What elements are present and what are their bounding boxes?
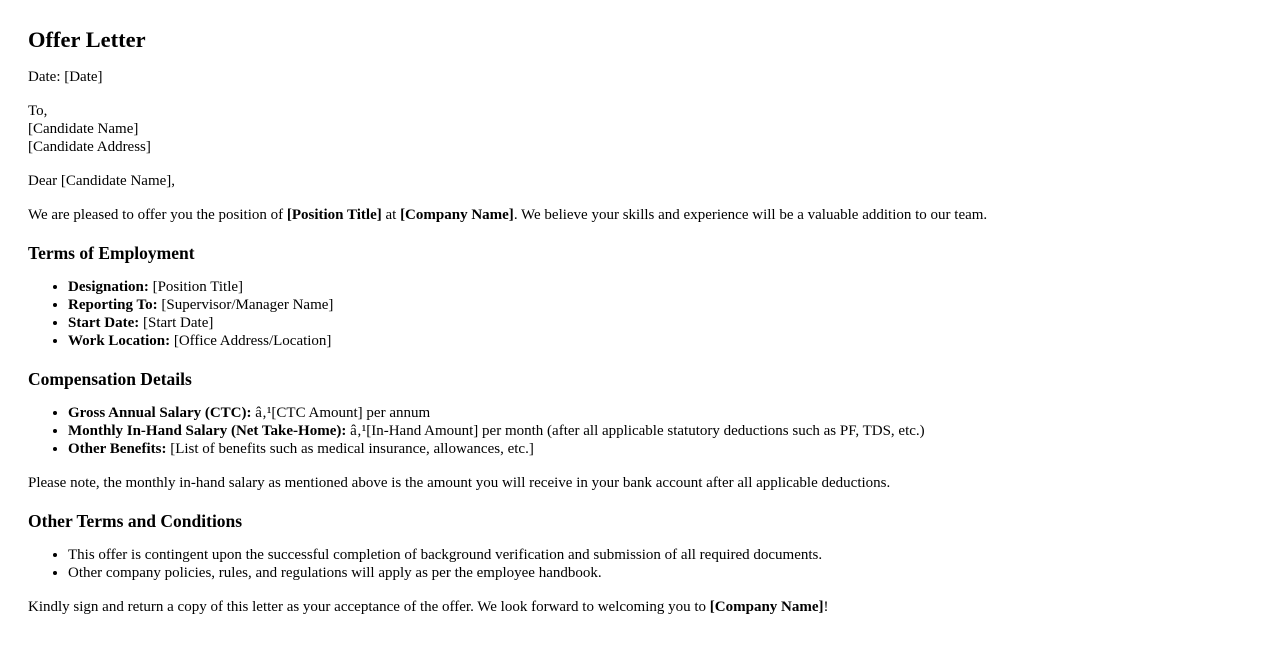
compensation-item-value: â‚¹[CTC Amount] per annum (251, 405, 431, 421)
compensation-list (28, 404, 1250, 458)
terms-item-value: [Position Title] (148, 279, 244, 295)
page-title: Offer Letter (28, 27, 146, 52)
recipient-to-label: To, (28, 103, 48, 119)
terms-list (28, 278, 1250, 350)
closing-paragraph (28, 598, 1250, 616)
closing-company: [Company Name] (709, 599, 824, 615)
compensation-item-ctc (68, 404, 1250, 422)
compensation-item-value: â‚¹[In-Hand Amount] per month (after all applicable statutory deductions such as PF, TDS, etc.) (346, 423, 925, 439)
intro-prefix: We are pleased to offer you the position of (28, 207, 287, 223)
terms-item-value: [Office Address/Location] (170, 333, 332, 349)
compensation-note: Please note, the monthly in-hand salary as mentioned above is the amount you will receive in your bank account after all applicable deductions. (28, 475, 891, 491)
intro-suffix: . We believe your skills and experience will be a valuable addition to our team. (513, 207, 988, 223)
recipient-address: [Candidate Address] (28, 139, 151, 155)
recipient-name: [Candidate Name] (28, 121, 139, 137)
compensation-item-benefits (68, 440, 1250, 458)
closing-prefix: Kindly sign and return a copy of this letter as your acceptance of the offer. We look forward to welcoming you to (28, 599, 710, 615)
compensation-item-label: Monthly In-Hand Salary (Net Take-Home): (68, 423, 347, 439)
intro-middle: at (381, 207, 401, 223)
terms-item-label: Designation: (68, 279, 149, 295)
salutation: Dear [Candidate Name], (28, 173, 176, 189)
intro-company: [Company Name] (400, 207, 514, 223)
terms-item-start-date (68, 314, 1250, 332)
intro-position: [Position Title] (286, 207, 382, 223)
recipient-block (28, 102, 1250, 156)
date-line: Date: [Date] (28, 69, 103, 85)
other-terms-list (28, 546, 1250, 582)
intro-paragraph (28, 206, 1250, 224)
compensation-item-label: Gross Annual Salary (CTC): (68, 405, 252, 421)
terms-item-label: Start Date: (68, 315, 140, 331)
compensation-heading: Compensation Details (28, 369, 192, 389)
terms-item-reporting-to (68, 296, 1250, 314)
compensation-item-in-hand (68, 422, 1250, 440)
compensation-item-value: [List of benefits such as medical insurance, allowances, etc.] (166, 441, 534, 457)
terms-item-value: [Supervisor/Manager Name] (157, 297, 334, 313)
terms-item-label: Work Location: (68, 333, 171, 349)
terms-item-designation (68, 278, 1250, 296)
other-terms-item: • Other company policies, rules, and regulations will apply as per the employee handbook. (68, 564, 1250, 582)
terms-item-work-location (68, 332, 1250, 350)
terms-item-value: [Start Date] (139, 315, 214, 331)
closing-suffix: ! (823, 599, 829, 615)
compensation-item-label: Other Benefits: (68, 441, 167, 457)
other-terms-heading: Other Terms and Conditions (28, 511, 243, 531)
other-terms-item: • This offer is contingent upon the successful completion of background verification and submission of all required documents. (68, 546, 1250, 564)
terms-heading: Terms of Employment (28, 243, 195, 263)
terms-item-label: Reporting To: (68, 297, 158, 313)
